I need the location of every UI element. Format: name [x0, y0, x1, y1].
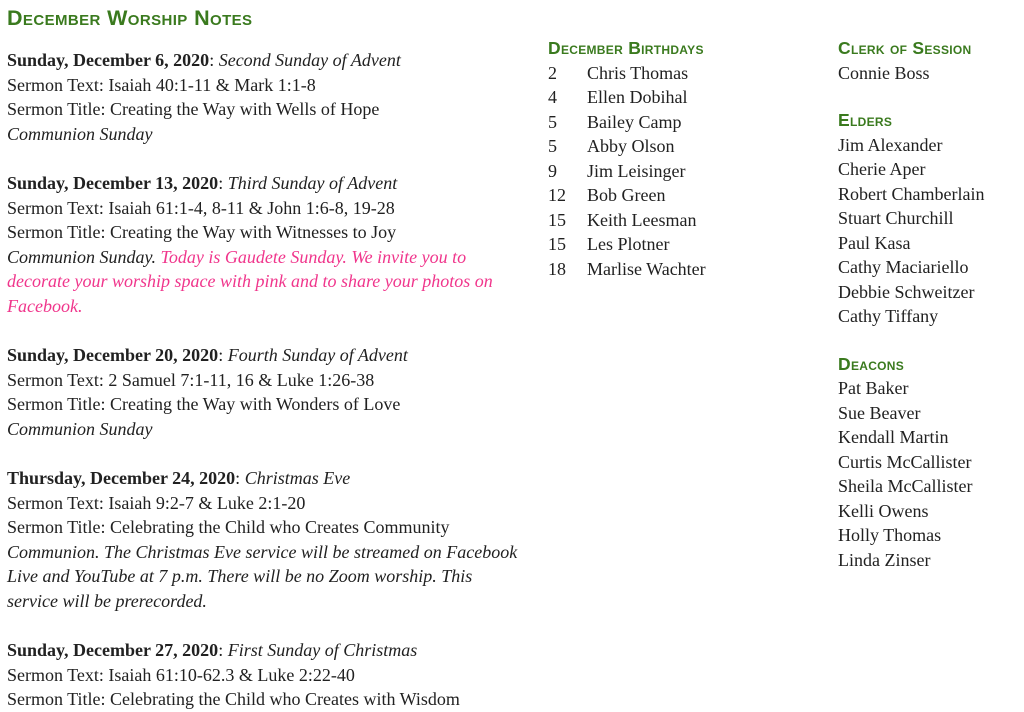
- birthday-row: [548, 257, 798, 282]
- deacon-name: Kelli Owens: [838, 500, 929, 521]
- sermon-title: Sermon Title: Creating the Way with Witnesses to Joy: [7, 222, 397, 242]
- service-occasion: Fourth Sunday of Advent: [227, 345, 408, 365]
- deacon-name: Linda Zinser: [838, 549, 931, 570]
- service-block-dec-13: [7, 171, 521, 318]
- birthday-name: Bob Green: [587, 185, 666, 205]
- sermon-text: Sermon Text: Isaiah 9:2-7 & Luke 2:1-20: [7, 492, 306, 513]
- date-separator: :: [218, 640, 228, 660]
- birthday-row: [548, 159, 798, 184]
- birthday-day: 2: [548, 62, 557, 83]
- service-note: Communion Sunday: [7, 418, 153, 439]
- birthday-name: Chris Thomas: [587, 62, 689, 83]
- birthday-day: 5: [548, 136, 557, 156]
- elder-name: Jim Alexander: [838, 134, 943, 155]
- service-note: Communion. The Christmas Eve service will be streamed on Facebook Live and YouTube at 7 p.m. There will be no Zoom worship. This service will be prerecorded.: [7, 541, 518, 611]
- worship-notes-column: [7, 0, 521, 712]
- service-block-dec-20: [7, 343, 521, 441]
- service-note: Communion Sunday.: [7, 246, 161, 267]
- sermon-title: Sermon Title: Creating the Way with Wonders of Love: [7, 394, 401, 414]
- service-note: Communion Sunday: [7, 123, 153, 144]
- birthday-row: [548, 208, 798, 233]
- elder-name: Cathy Tiffany: [838, 306, 939, 326]
- service-block-dec-24: [7, 466, 521, 613]
- birthday-row: [548, 61, 798, 86]
- sermon-title: Sermon Title: Creating the Way with Wells of Hope: [7, 99, 380, 119]
- service-block-dec-27: [7, 638, 521, 712]
- birthday-day: 12: [548, 185, 566, 205]
- deacons-heading: Deacons: [838, 353, 905, 374]
- leadership-column: [838, 0, 1020, 572]
- elder-name: Cherie Aper: [838, 159, 926, 179]
- birthday-day: 15: [548, 209, 566, 230]
- deacon-name: Sue Beaver: [838, 402, 921, 423]
- deacon-name: Holly Thomas: [838, 525, 942, 545]
- elder-name: Paul Kasa: [838, 232, 911, 253]
- service-occasion: Second Sunday of Advent: [218, 50, 401, 70]
- birthday-row: [548, 134, 798, 159]
- date-separator: :: [218, 173, 228, 193]
- birthday-name: Jim Leisinger: [587, 160, 686, 181]
- elder-name: Robert Chamberlain: [838, 183, 985, 204]
- service-date-line: [7, 48, 521, 73]
- sermon-text: Sermon Text: Isaiah 61:10-62.3 & Luke 2:22-40: [7, 664, 355, 685]
- sermon-text: Sermon Text: 2 Samuel 7:1-11, 16 & Luke 1:26-38: [7, 369, 375, 390]
- deacon-name: Curtis McCallister: [838, 451, 972, 472]
- birthday-row: [548, 232, 798, 257]
- service-date: Sunday, December 13, 2020: [7, 173, 219, 193]
- sermon-text: Sermon Text: Isaiah 61:1-4, 8-11 & John 1:6-8, 19-28: [7, 197, 395, 218]
- birthday-name: Les Plotner: [587, 234, 670, 254]
- clerk-name: Connie Boss: [838, 62, 930, 83]
- service-date: Sunday, December 20, 2020: [7, 345, 219, 365]
- birthdays-column: [548, 0, 798, 281]
- service-occasion: Third Sunday of Advent: [227, 173, 398, 193]
- service-date: Sunday, December 6, 2020: [7, 50, 210, 70]
- birthday-row: [548, 183, 798, 208]
- service-occasion: Christmas Eve: [244, 468, 351, 488]
- elder-name: Cathy Maciariello: [838, 257, 969, 277]
- birthday-name: Marlise Wachter: [587, 258, 706, 279]
- service-note-line: [7, 245, 521, 319]
- sermon-title: Sermon Title: Celebrating the Child who Creates Community: [7, 517, 450, 537]
- elder-name: Debbie Schweitzer: [838, 281, 975, 302]
- service-date-line: [7, 343, 521, 368]
- service-date-line: [7, 466, 521, 491]
- service-date-line: [7, 638, 521, 663]
- elder-name: Stuart Churchill: [838, 208, 954, 228]
- birthday-row: [548, 110, 798, 135]
- sermon-text: Sermon Text: Isaiah 40:1-11 & Mark 1:1-8: [7, 74, 316, 95]
- service-note-line: [7, 417, 521, 442]
- birthday-day: 9: [548, 160, 557, 181]
- clerk-heading: Clerk of Session: [838, 38, 972, 58]
- service-occasion: First Sunday of Christmas: [227, 640, 418, 660]
- date-separator: :: [209, 50, 219, 70]
- birthday-day: 4: [548, 87, 557, 107]
- service-date: Thursday, December 24, 2020: [7, 468, 236, 488]
- service-note-highlight: Today is Gaudete Sunday. We invite you to decorate your worship space with pink and to share your photos on Facebook.: [7, 246, 493, 316]
- deacon-name: Kendall Martin: [838, 427, 949, 447]
- birthday-name: Bailey Camp: [587, 111, 682, 132]
- deacon-name: Pat Baker: [838, 378, 909, 398]
- deacon-name: Sheila McCallister: [838, 476, 973, 496]
- service-note-line: [7, 540, 521, 614]
- birthday-day: 5: [548, 111, 557, 132]
- service-date-line: [7, 171, 521, 196]
- service-date: Sunday, December 27, 2020: [7, 640, 219, 660]
- birthday-name: Abby Olson: [587, 136, 675, 156]
- birthday-row: [548, 85, 798, 110]
- birthdays-heading: December Birthdays: [548, 38, 704, 58]
- birthday-day: 18: [548, 258, 566, 279]
- service-note-line: [7, 122, 521, 147]
- page-title: December Worship Notes: [7, 6, 253, 30]
- birthday-name: Keith Leesman: [587, 209, 697, 230]
- service-block-dec-6: [7, 48, 521, 146]
- sermon-title: Sermon Title: Celebrating the Child who Creates with Wisdom: [7, 689, 460, 709]
- date-separator: :: [235, 468, 245, 488]
- birthday-day: 15: [548, 234, 566, 254]
- birthday-name: Ellen Dobihal: [587, 87, 688, 107]
- date-separator: :: [218, 345, 228, 365]
- elders-heading: Elders: [838, 110, 893, 130]
